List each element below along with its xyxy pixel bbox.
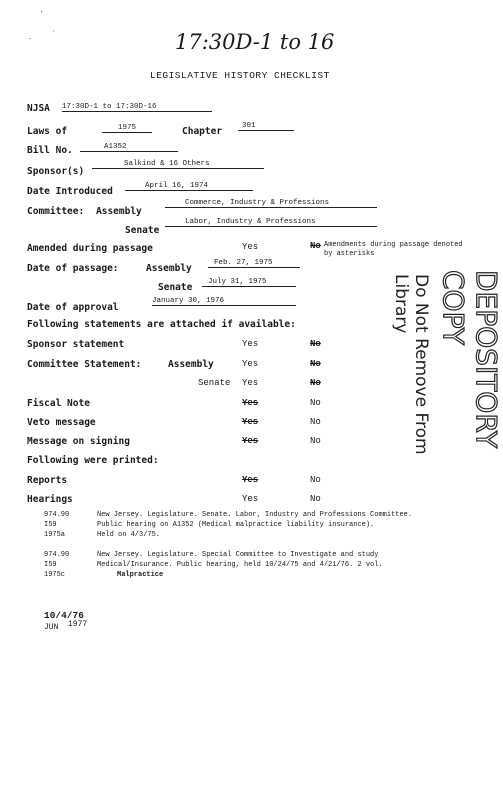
njsa-value: 17:30D-1 to 17:30D-16 — [62, 103, 212, 112]
stamp-line-1: DEPOSITORY COPY — [437, 270, 503, 449]
sponsor-statement-yes: Yes — [242, 339, 259, 349]
reports-yes-struck: Yes — [242, 475, 259, 485]
chapter-value: 301 — [238, 122, 294, 131]
depository-stamp — [385, 270, 503, 500]
ref1-line-3: Held on 4/3/75. — [97, 531, 161, 539]
stray-mark: ' — [40, 10, 44, 17]
njsa-label: NJSA — [27, 103, 50, 114]
committee-statement-assembly-label: Assembly — [168, 359, 214, 370]
stray-mark: · — [52, 28, 56, 35]
amended-no-struck: No — [310, 241, 321, 251]
reports-label: Reports — [27, 475, 68, 486]
ref2-line-3: Malpractice — [117, 571, 164, 579]
ref1-call-2: I59 — [44, 521, 57, 529]
ref1-line-2: Public hearing on A1352 (Medical malpractice liability insurance). — [97, 521, 375, 529]
committee-assembly-value: Commerce, Industry & Professions — [165, 199, 377, 208]
stamp-line-2: Do Not Remove From Library — [391, 274, 431, 455]
passage-label: Date of passage: — [27, 263, 119, 274]
ref1-call-3: 1975a — [44, 531, 66, 539]
handwritten-reference: 17:30D-1 to 16 — [175, 30, 335, 54]
bill-value: A1352 — [80, 143, 178, 152]
hearings-yes: Yes — [242, 494, 259, 504]
amended-label: Amended during passage — [27, 243, 153, 254]
committee-senate-label: Senate — [125, 225, 160, 236]
committee-assembly-label: Assembly — [96, 206, 142, 217]
amended-note-1: Amendments during passage denoted — [324, 241, 463, 249]
sponsor-label: Sponsor(s) — [27, 166, 85, 177]
message-signing-label: Message on signing — [27, 436, 130, 447]
stray-mark: . — [28, 34, 32, 41]
sponsor-value: Salkind & 16 Others — [92, 160, 264, 169]
message-signing-no: No — [310, 436, 321, 446]
date-introduced-value: April 16, 1974 — [125, 182, 253, 191]
ref2-line-2: Medical/Insurance. Public hearing, held 10/24/75 and 4/21/76. 2 vol. — [97, 561, 383, 569]
veto-message-yes-struck: Yes — [242, 417, 259, 427]
hearings-label: Hearings — [27, 494, 73, 505]
veto-message-no: No — [310, 417, 321, 427]
fiscal-note-label: Fiscal Note — [27, 398, 90, 409]
date-introduced-label: Date Introduced — [27, 186, 113, 197]
amended-yes: Yes — [242, 242, 259, 252]
printed-heading: Following were printed: — [27, 455, 159, 466]
committee-assembly-yes: Yes — [242, 359, 259, 369]
committee-senate-yes: Yes — [242, 378, 259, 388]
fiscal-note-no: No — [310, 398, 321, 408]
passage-senate-label: Senate — [158, 282, 193, 293]
ref2-call-2: I59 — [44, 561, 57, 569]
committee-assembly-no-struck: No — [310, 359, 321, 369]
ref2-call-1: 974.90 — [44, 551, 70, 559]
passage-assembly-value: Feb. 27, 1975 — [208, 259, 300, 268]
footer-date-2: JUN — [44, 623, 59, 632]
committee-senate-no-struck: No — [310, 378, 321, 388]
committee-statement-label: Committee Statement: — [27, 359, 142, 370]
approval-label: Date of approval — [27, 302, 119, 313]
footer-date-3: 1977 — [68, 620, 88, 629]
chapter-label: Chapter — [182, 126, 223, 137]
committee-label: Committee: — [27, 206, 85, 217]
page-title: LEGISLATIVE HISTORY CHECKLIST — [150, 70, 330, 81]
hearings-no: No — [310, 494, 321, 504]
approval-value: January 30, 1976 — [152, 297, 296, 306]
laws-label: Laws of — [27, 126, 68, 137]
amended-note-2: by asterisks — [324, 250, 375, 258]
passage-senate-value: July 31, 1975 — [202, 278, 296, 287]
committee-senate-value: Labor, Industry & Professions — [165, 218, 377, 227]
bill-label: Bill No. — [27, 145, 73, 156]
ref1-call-1: 974.90 — [44, 511, 70, 519]
passage-assembly-label: Assembly — [146, 263, 192, 274]
ref1-line-1: New Jersey. Legislature. Senate. Labor, Industry and Professions Committee. — [97, 511, 413, 519]
fiscal-note-yes-struck: Yes — [242, 398, 259, 408]
message-signing-yes-struck: Yes — [242, 436, 259, 446]
ref2-line-1: New Jersey. Legislature. Special Committee to Investigate and study — [97, 551, 379, 559]
veto-message-label: Veto message — [27, 417, 96, 428]
statements-heading: Following statements are attached if available: — [27, 319, 296, 330]
sponsor-statement-no-struck: No — [310, 339, 321, 349]
reports-no: No — [310, 475, 321, 485]
sponsor-statement-label: Sponsor statement — [27, 339, 125, 350]
laws-value: 1975 — [102, 124, 152, 133]
ref2-call-3: 1975c — [44, 571, 66, 579]
footer-date-1: 10/4/76 — [44, 610, 84, 621]
committee-statement-senate-label: Senate — [198, 378, 231, 388]
